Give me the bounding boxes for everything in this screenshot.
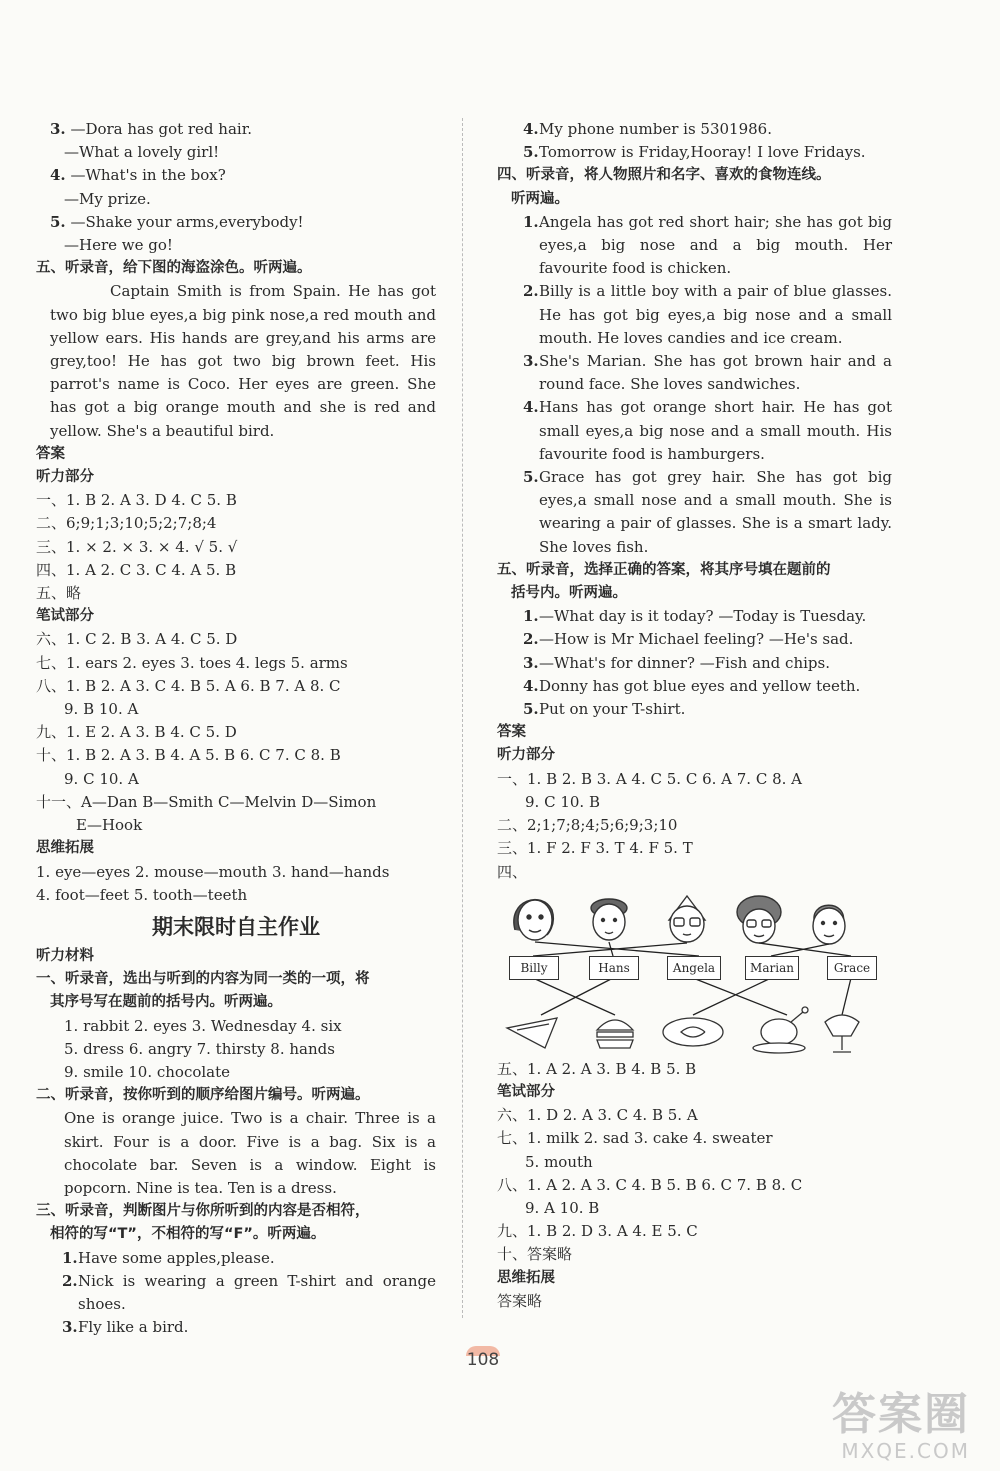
listening-part-heading: 听力部分 xyxy=(36,469,94,486)
question-heading: 五、听录音，给下图的海盗涂色。听两遍。 xyxy=(36,260,312,277)
description-item: 1. Angela has got red short hair; she has got big eyes,a big nose and a big mouth. Her favourite food is chicken. xyxy=(523,212,892,278)
face-angela-icon xyxy=(514,899,554,939)
dialog-item: 2. —How is Mr Michael feeling? —He's sad. xyxy=(523,630,854,649)
dialog-line: —Here we go! xyxy=(64,236,173,255)
name-box-angela: Angela xyxy=(667,956,721,980)
left-column xyxy=(36,118,436,1339)
dialog-item: 5. Put on your T-shirt. xyxy=(523,700,686,719)
sentence-item: 3. Fly like a bird. xyxy=(62,1318,189,1337)
answer-line: 八、1. B 2. A 3. C 4. B 5. A 6. B 7. A 8. C xyxy=(36,676,341,695)
answer-line: 一、1. B 2. B 3. A 4. C 5. C 6. A 7. C 8. A xyxy=(497,769,802,788)
dialog-item: 4. Donny has got blue eyes and yellow teeth. xyxy=(523,676,861,695)
sentence-item: 2. Nick is wearing a green T-shirt and orange shoes. xyxy=(62,1271,436,1313)
sandwich-icon xyxy=(507,1018,557,1048)
answer-line: 九、1. B 2. D 3. A 4. E 5. C xyxy=(497,1222,698,1241)
answer-line: 9. C 10. B xyxy=(525,792,600,811)
dialog-line: —What a lovely girl! xyxy=(64,143,220,162)
question-heading: 其序号写在题前的括号内。听两遍。 xyxy=(50,994,282,1011)
answer-line: 9. A 10. B xyxy=(525,1198,600,1217)
answer-line: 九、1. E 2. A 3. B 4. C 5. D xyxy=(36,723,237,742)
page-number: 108 xyxy=(466,1350,500,1370)
question-heading: 二、听录音，按你听到的顺序给图片编号。听两遍。 xyxy=(36,1087,370,1104)
dialog-line: 5. —Shake your arms,everybody! xyxy=(50,212,304,231)
ice-cream-icon xyxy=(825,1015,859,1052)
answer-line: 五、略 xyxy=(36,584,82,603)
answer-line: 4. foot—feet 5. tooth—teeth xyxy=(36,885,248,904)
answer-heading: 答案 xyxy=(497,724,526,741)
material-heading: 听力材料 xyxy=(36,947,94,964)
question-heading: 相符的写“T”，不相符的写“F”。听两遍。 xyxy=(50,1226,326,1243)
question-heading: 听两遍。 xyxy=(511,190,569,207)
listening-passage: One is orange juice. Two is a chair. Three is a skirt. Four is a door. Five is a bag. Six is a chocolate bar. Seven is a window. Eight is popcorn. Nine is tea. Ten is a dress. xyxy=(64,1109,436,1197)
word-line: 9. smile 10. chocolate xyxy=(64,1062,231,1081)
right-column xyxy=(497,118,892,1313)
answer-line: 三、1. F 2. F 3. T 4. F 5. T xyxy=(497,839,693,858)
answer-line: 5. mouth xyxy=(525,1152,593,1171)
answer-line: 七、1. ears 2. eyes 3. toes 4. legs 5. arms xyxy=(36,653,348,672)
question-heading: 五、听录音，选择正确的答案，将其序号填在题前的 xyxy=(497,561,831,578)
answer-line: 二、6;9;1;3;10;5;2;7;8;4 xyxy=(36,514,217,533)
answer-line: E—Hook xyxy=(76,816,143,835)
answer-line: 十一、A—Dan B—Smith C—Melvin D—Simon xyxy=(36,792,377,811)
answer-line: 四、1. A 2. C 3. C 4. A 5. B xyxy=(36,560,237,579)
question-heading: 三、听录音，判断图片与你所听到的内容是否相符， xyxy=(36,1203,370,1220)
watermark-logo xyxy=(832,1391,970,1463)
answer-heading: 答案 xyxy=(36,445,65,462)
name-box-hans: Hans xyxy=(589,956,639,980)
description-item: 3. She's Marian. She has got brown hair and a round face. She loves sandwiches. xyxy=(523,352,892,394)
word-line: 1. rabbit 2. eyes 3. Wednesday 4. six xyxy=(64,1016,342,1035)
question-heading: 一、听录音，选出与听到的内容为同一类的一项，将 xyxy=(36,971,370,988)
thinking-heading: 思维拓展 xyxy=(36,840,94,857)
name-box-grace: Grace xyxy=(827,956,877,980)
description-item: 2. Billy is a little boy with a pair of blue glasses. He has got big eyes,a big nose and a small mouth. He loves candies and ice cream. xyxy=(523,282,892,347)
answer-line: 9. B 10. A xyxy=(64,700,139,719)
section-title: 期末限时自主作业 xyxy=(152,914,320,939)
answer-line: 二、2;1;7;8;4;5;6;9;3;10 xyxy=(497,816,678,835)
description-item: 4. Hans has got orange short hair. He has got small eyes,a big nose and a small mouth. His favourite food is hamburgers. xyxy=(523,398,892,463)
question-heading: 四、听录音，将人物照片和名字、喜欢的食物连线。 xyxy=(497,167,831,184)
name-box-marian: Marian xyxy=(745,956,799,980)
watermark-url: MXQE.COM xyxy=(841,1439,970,1463)
answer-line: 答案略 xyxy=(497,1291,543,1310)
face-billy-icon xyxy=(669,896,705,942)
answer-line: 八、1. A 2. A 3. C 4. B 5. B 6. C 7. B 8. C xyxy=(497,1175,803,1194)
dialog-line: 3. —Dora has got red hair. xyxy=(50,120,252,138)
answer-line: 十、答案略 xyxy=(497,1245,573,1264)
dialog-line: —My prize. xyxy=(64,189,151,208)
matching-diagram xyxy=(497,890,892,1058)
dialog-item: 3. —What's for dinner? —Fish and chips. xyxy=(523,653,830,672)
answer-line: 六、1. D 2. A 3. C 4. B 5. A xyxy=(497,1106,698,1125)
answer-line: 9. C 10. A xyxy=(64,769,139,788)
description-item: 5. Grace has got grey hair. She has got big eyes,a small nose and a small mouth. She is wearing a pair of glasses. She is a smart lady. She loves fish. xyxy=(523,468,892,556)
sentence-item: 4. My phone number is 5301986. xyxy=(523,120,772,138)
chicken-icon xyxy=(753,1007,808,1053)
fish-icon xyxy=(663,1018,723,1046)
word-line: 5. dress 6. angry 7. thirsty 8. hands xyxy=(64,1039,335,1058)
written-part-heading: 笔试部分 xyxy=(497,1083,555,1100)
answer-line: 六、1. C 2. B 3. A 4. C 5. D xyxy=(36,630,238,649)
answer-line: 七、1. milk 2. sad 3. cake 4. sweater xyxy=(497,1129,773,1148)
sentence-item: 5. Tomorrow is Friday,Hooray! I love Fridays. xyxy=(523,143,866,162)
face-hans-icon xyxy=(591,899,627,940)
answer-line: 三、1. × 2. × 3. × 4. √ 5. √ xyxy=(36,537,238,556)
face-grace-icon xyxy=(737,896,781,943)
answer-line: 四、 xyxy=(497,862,528,881)
sentence-item: 1. Have some apples,please. xyxy=(62,1248,275,1267)
answer-line: 一、1. B 2. A 3. D 4. C 5. B xyxy=(36,491,237,510)
written-part-heading: 笔试部分 xyxy=(36,608,94,625)
watermark-text: 答案圈 xyxy=(832,1389,970,1440)
answer-line: 五、1. A 2. A 3. B 4. B 5. B xyxy=(497,1059,697,1078)
question-heading: 括号内。听两遍。 xyxy=(511,585,627,602)
listening-part-heading: 听力部分 xyxy=(497,747,555,764)
thinking-heading: 思维拓展 xyxy=(497,1269,555,1286)
dialog-item: 1. —What day is it today? —Today is Tuesday. xyxy=(523,607,867,626)
answer-line: 十、1. B 2. A 3. B 4. A 5. B 6. C 7. C 8. B xyxy=(36,746,341,765)
name-box-billy: Billy xyxy=(509,956,559,980)
dialog-line: 4. —What's in the box? xyxy=(50,166,226,185)
answer-line: 1. eye—eyes 2. mouse—mouth 3. hand—hands xyxy=(36,862,390,881)
listening-passage: Captain Smith is from Spain. He has got two big blue eyes,a big pink nose,a red mouth and yellow ears. His hands are grey,and his arms are grey,too! He has got two big brown feet. His parrot's name is Coco. Her eyes are green. She has got a big orange mouth and she is red and yellow. She's a beautiful bird. xyxy=(50,282,436,440)
face-marian-icon xyxy=(813,905,845,944)
column-divider xyxy=(462,118,463,1318)
hamburger-icon xyxy=(597,1020,633,1048)
